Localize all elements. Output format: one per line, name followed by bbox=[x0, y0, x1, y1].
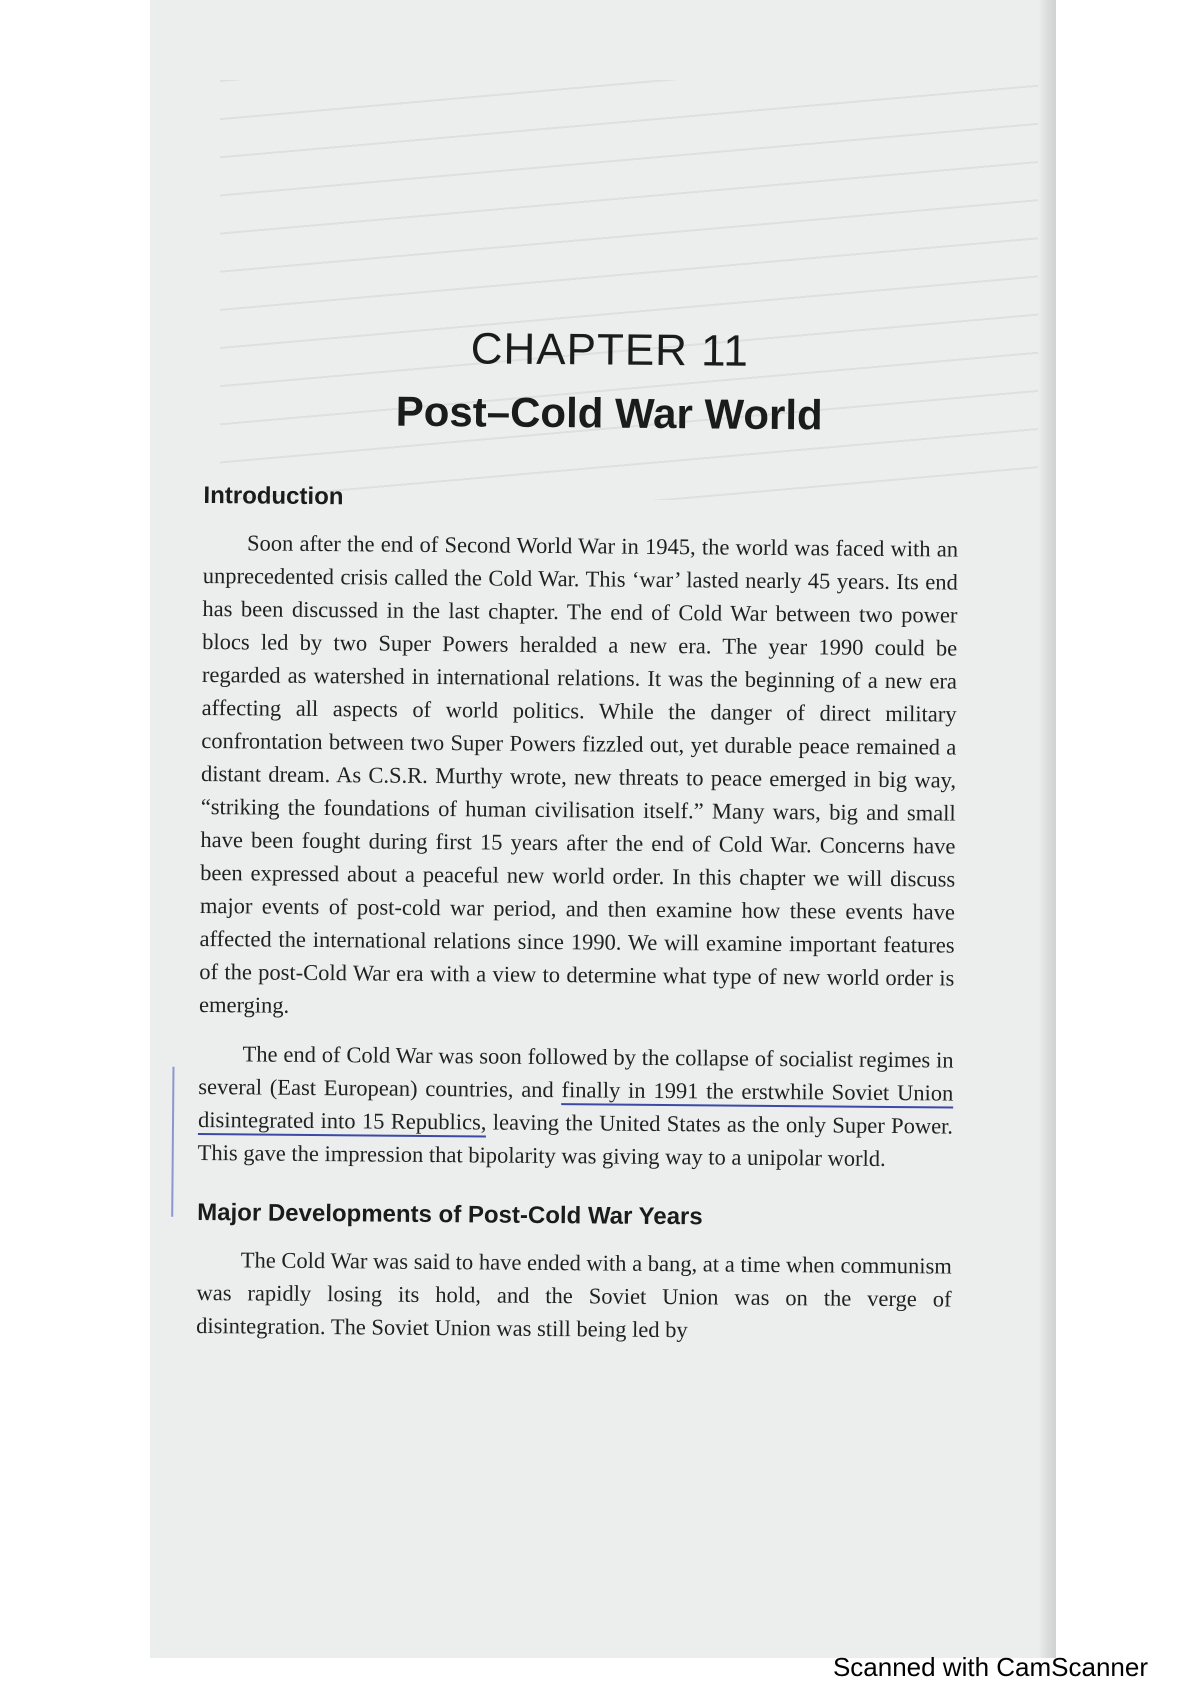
collapse-text-after: leaving the United States as the only Super Power. This gave the impression that bipolarity was giving way to a unipolar world. bbox=[197, 1109, 954, 1171]
major-developments-heading: Major Developments of Post-Cold War Years bbox=[197, 1198, 703, 1231]
chapter-title: Post–Cold War World bbox=[395, 387, 823, 439]
major-developments-paragraph: The Cold War was said to have ended with a bang, at a time when communism was rapidly losing its hold, and the Soviet Union was on the verge of disintegration. The Soviet Union was still being led by bbox=[196, 1247, 952, 1343]
introduction-paragraph: Soon after the end of Second World War in 1945, the world was faced with an unprecedented crisis called the Cold War. This ‘war’ lasted nearly 45 years. Its end has been discussed in the last chapter. The end of Cold War between two power blocs led by two Super Powers heralded a new era. The year 1990 could be regarded as watershed in international relations. It was the beginning of a new era affecting all aspects of world politics. While the danger of direct military confrontation between two Super Powers fizzled out, yet durable peace remained a distant dream. As C.S.R. Murthy wrote, new threats to peace emerged in big way, “striking the foundations of human civilisation itself.” Many wars, big and small have been fought during first 15 years after the end of Cold War. Concerns have been expressed about a peaceful new world order. In this chapter we will discuss major events of post-cold war period, and then examine how these events have affected the international relations since 1990. We will examine important features of the post-Cold War era with a view to determine what type of new world order is emerging. bbox=[198, 530, 959, 1018]
collapse-paragraph bbox=[198, 1037, 954, 1176]
margin-pen-mark bbox=[171, 1067, 174, 1217]
introduction-heading: Introduction bbox=[203, 481, 344, 511]
scanned-page bbox=[150, 0, 1056, 1658]
chapter-number: CHAPTER 11 bbox=[470, 324, 750, 376]
book-page bbox=[196, 322, 960, 1349]
camscanner-watermark: Scanned with CamScanner bbox=[832, 1652, 1148, 1682]
page-edge bbox=[1038, 0, 1056, 1658]
collapse-text-before: The end of Cold War was soon followed by the collapse of socialist regimes in several (East European) countries, and bbox=[198, 1041, 954, 1103]
underlined-text: finally in 1991 the erstwhile Soviet Union disintegrated into 15 Republics, bbox=[198, 1077, 954, 1137]
